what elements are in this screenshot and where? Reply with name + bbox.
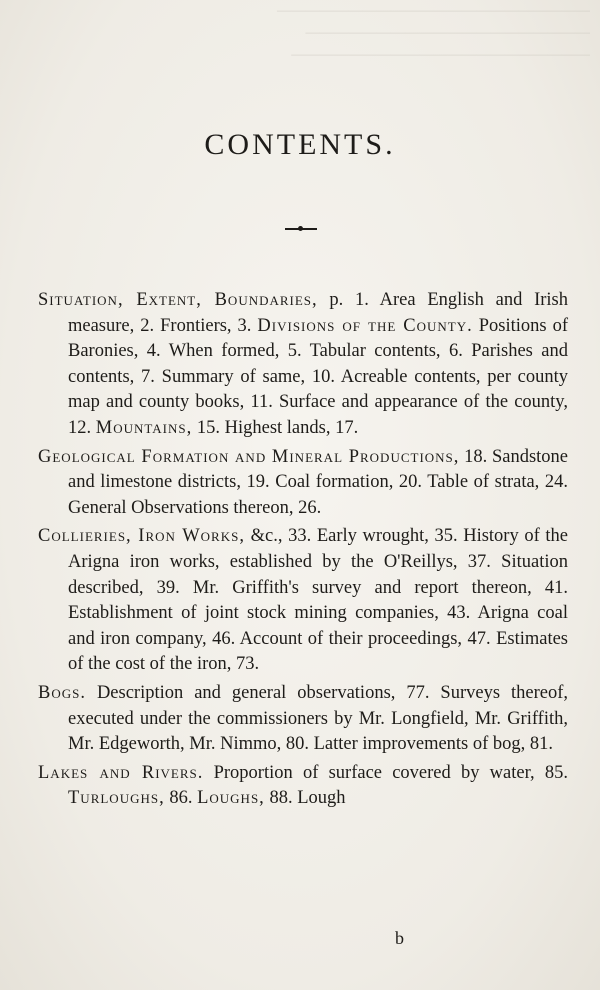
entry-text: Description and general observations, 77. Surveys thereof, executed under the commissioners by Mr. Longfield, Mr. Griffith, Mr. Edgeworth, Mr. Nimmo, 80. Latter improvements of bog, 81. [68,682,568,755]
page-title: CONTENTS. [204,128,396,161]
entry-subheading: Turloughs, [68,788,165,809]
entry-text: 86. [164,788,198,809]
entry-subheading: Divisions of the County. [257,315,473,336]
entry-heading: Situation, Extent, Boundaries, [38,290,318,310]
contents-entry-geology [38,445,568,522]
contents-entry-collieries [38,524,568,678]
entry-heading: Geological Formation and Mineral Productions, [38,446,460,467]
entry-text: 88. Lough [264,788,346,809]
ornamental-rule [285,228,317,230]
contents-entry-situation [38,288,568,442]
entry-text: p. 1. Area English and Irish measure, 2. Frontiers, 3. [68,290,568,336]
signature-mark: b [395,928,404,948]
contents-list [38,288,568,815]
entry-text: Proportion of surface covered by water, 85. [203,762,568,783]
entry-heading: Bogs. [38,682,86,703]
entry-subheading: Loughs, [197,788,265,809]
entry-heading: Lakes and Rivers. [38,762,204,783]
entry-text: Positions of Baronies, 4. When formed, 5. Tabular contents, 6. Parishes and contents, 7. Summary of same, 10. Acreable contents, per county map and county books, 11. Surface and appearance of the county, 12. [68,315,568,438]
entry-heading: Collieries, Iron Works, [38,526,245,547]
contents-entry-lakes-rivers [38,761,568,812]
bleed-through-texture: —————————————————————— ———————————————————— ————————————————————— [277,2,590,63]
entry-subheading: Mountains, [95,417,193,438]
contents-entry-bogs [38,681,568,758]
entry-text: 15. Highest lands, 17. [192,417,359,438]
entry-text: 18. Sandstone and limestone districts, 19. Coal formation, 20. Table of strata, 24. General Observations thereon, 26. [68,446,568,518]
entry-text: &c., 33. Early wrought, 35. History of the Arigna iron works, established by the O'Reillys, 37. Situation described, 39. Mr. Griffith's survey and report thereon, 41. Establishment of joint stock mining companies, 43. Arigna coal and iron company, 46. Account of their proceedings, 47. Estimates of the cost of the iron, 73. [68,526,568,675]
